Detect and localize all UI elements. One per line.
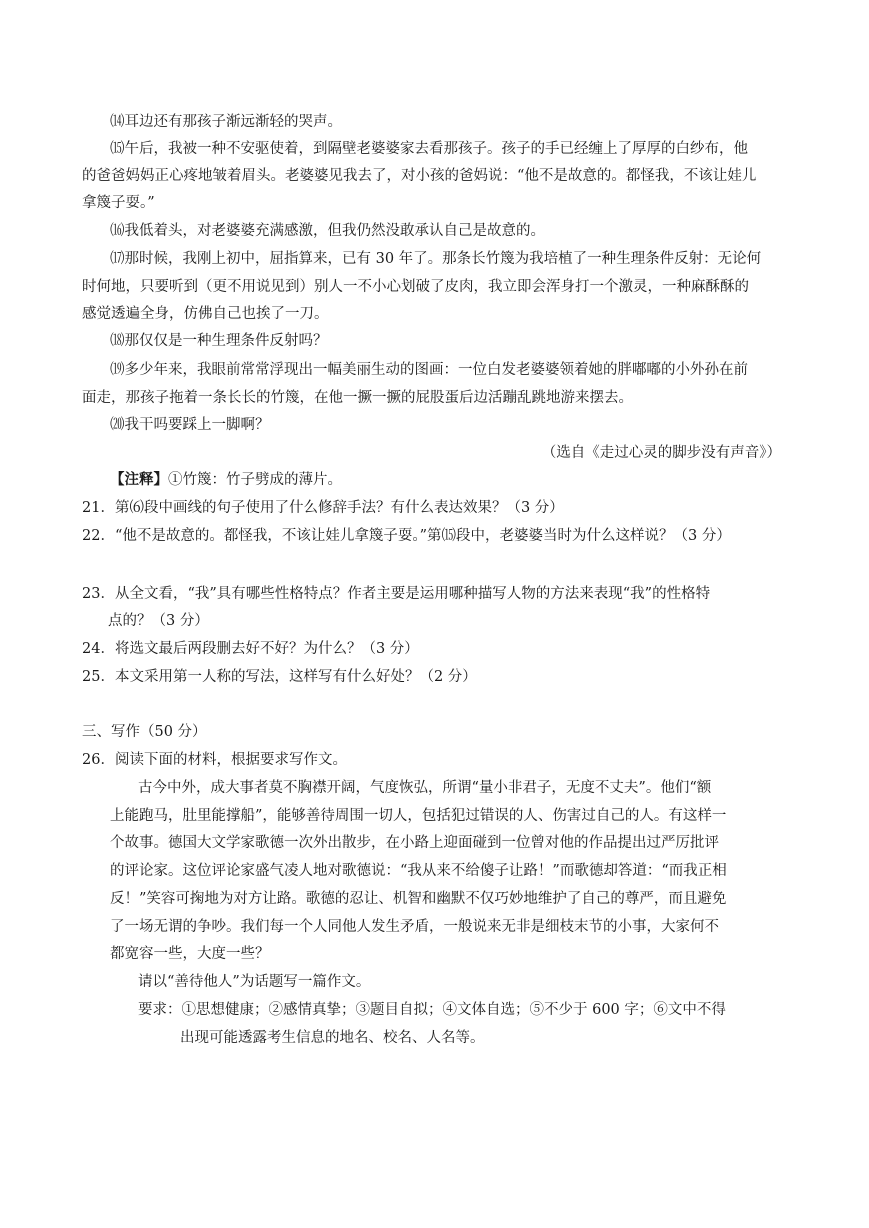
annotation-text: ①竹篾：竹子劈成的薄片。 — [168, 472, 342, 488]
material-line-5: 反！”笑容可掬地为对方让路。歌德的忍让、机智和幽默不仅巧妙地维护了自己的尊严，而且避免 — [110, 891, 727, 907]
paragraph-15-line-3: 拿篾子耍。” — [82, 195, 155, 211]
paragraph-14: ⒁耳边还有那孩子渐远渐轻的哭声。 — [110, 114, 342, 130]
material-line-6: 了一场无谓的争吵。我们每一个人同他人发生矛盾，一般说来无非是细枝末节的小事，大家何不 — [110, 919, 719, 935]
question-23-line-1: 23．从全文看，“我”具有哪些性格特点？作者主要是运用哪种描写人物的方法来表现“我”的性格特 — [82, 586, 711, 602]
paragraph-19-line-2: 面走，那孩子拖着一条长长的竹篾，在他一撅一撅的屁股蛋后边活蹦乱跳地游来摆去。 — [82, 390, 633, 406]
paragraph-18: ⒅那仅仅是一种生理条件反射吗？ — [110, 333, 328, 349]
material-line-1: 古今中外，成大事者莫不胸襟开阔，气度恢弘，所谓“量小非君子，无度不丈夫”。他们“额 — [138, 780, 712, 796]
essay-topic: 请以“善待他人”为话题写一篇作文。 — [138, 974, 371, 990]
paragraph-15-line-2: 的爸爸妈妈正心疼地皱着眉头。老婆婆见我去了，对小孩的爸妈说：“他不是故意的。都怪我，不该让娃儿 — [82, 168, 757, 184]
question-26: 26．阅读下面的材料，根据要求写作文。 — [82, 752, 347, 768]
material-line-2: 上能跑马，肚里能撑船”，能够善待周围一切人，包括犯过错误的人、伤害过自己的人。有这样一 — [110, 808, 727, 824]
paragraph-17-line-2: 时何地，只要听到（更不用说见到）别人一不小心划破了皮肉，我立即会浑身打一个激灵，一种麻酥酥的 — [82, 279, 749, 295]
annotation-label: 【注释】 — [110, 471, 168, 488]
material-line-3: 个故事。德国大文学家歌德一次外出散步，在小路上迎面碰到一位曾对他的作品提出过严厉批评 — [110, 835, 719, 851]
paragraph-15-line-1: ⒂午后，我被一种不安驱使着，到隔壁老婆婆家去看那孩子。孩子的手已经缠上了厚厚的白纱布，他 — [110, 141, 748, 157]
question-25: 25．本文采用第一人称的写法，这样写有什么好处？（2 分） — [82, 669, 477, 685]
section-heading-writing: 三、写作（50 分） — [82, 724, 207, 740]
paragraph-17-line-1: ⒄那时候，我刚上初中，屈指算来，已有 30 年了。那条长竹篾为我培植了一种生理条件反射：无论何 — [110, 251, 762, 267]
passage-source: （选自《走过心灵的脚步没有声音》） — [541, 445, 781, 461]
paragraph-20: ⒇我干吗要踩上一脚啊？ — [110, 417, 270, 433]
annotation — [110, 470, 342, 490]
question-24: 24．将选文最后两段删去好不好？为什么？（3 分） — [82, 641, 419, 657]
question-21: 21．第⑹段中画线的句子使用了什么修辞手法？有什么表达效果？（3 分） — [82, 500, 564, 516]
material-line-4: 的评论家。这位评论家盛气凌人地对歌德说：“我从来不给傻子让路！”而歌德却答道：“而我正相 — [110, 863, 727, 879]
requirements-line-1: 要求：①思想健康；②感情真挚；③题目自拟；④文体自选；⑤不少于 600 字；⑥文中不得 — [138, 1002, 726, 1018]
paragraph-16: ⒃我低着头，对老婆婆充满感激，但我仍然没敢承认自己是故意的。 — [110, 223, 545, 239]
paragraph-19-line-1: ⒆多少年来，我眼前常常浮现出一幅美丽生动的图画：一位白发老婆婆领着她的胖嘟嘟的小外孙在前 — [110, 362, 748, 378]
question-23-line-2: 点的？（3 分） — [108, 613, 209, 629]
question-22: 22．“他不是故意的。都怪我，不该让娃儿拿篾子耍。”第⒂段中，老婆婆当时为什么这样说？（3 分） — [82, 528, 731, 544]
paragraph-17-line-3: 感觉透遍全身，仿佛自己也挨了一刀。 — [82, 306, 329, 322]
requirements-line-2: 出现可能透露考生信息的地名、校名、人名等。 — [180, 1030, 485, 1046]
material-line-7: 都宽容一些，大度一些？ — [110, 946, 270, 962]
